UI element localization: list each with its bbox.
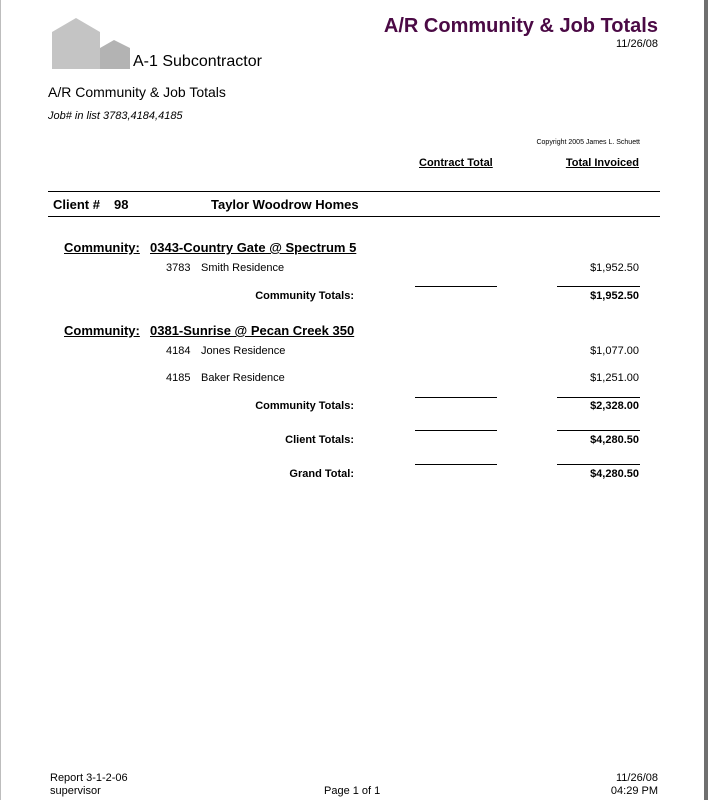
community-label: Community: [64,240,140,255]
contract-subtotal-rule [415,397,497,398]
community-label: Community: [64,323,140,338]
community-name: 0381-Sunrise @ Pecan Creek 350 [150,323,355,338]
company-logo-icon [52,18,132,70]
report-title: A/R Community & Job Totals [383,15,658,37]
client-total-invoiced: $4,280.50 [590,434,639,446]
invoiced-grand-total-rule [557,464,640,465]
client-name: Taylor Woodrow Homes [211,197,359,212]
job-number: 3783 [166,262,191,274]
contract-grand-total-rule [415,464,497,465]
client-number: 98 [114,197,129,212]
community-total-invoiced: $1,952.50 [590,290,639,302]
grand-total-invoiced: $4,280.50 [590,468,639,480]
job-number: 4184 [166,345,191,357]
job-name: Smith Residence [201,262,285,274]
footer-date: 11/26/08 [615,772,658,784]
job-name: Jones Residence [201,345,286,357]
job-total-invoiced: $1,952.50 [590,262,639,274]
report-date: 11/26/08 [615,38,658,50]
footer-time: 04:29 PM [610,785,658,797]
column-header-total-invoiced: Total Invoiced [565,157,639,169]
report-subtitle: A/R Community & Job Totals [48,84,226,100]
page-right-edge [704,0,708,800]
copyright-notice: Copyright 2005 James L. Schuett [536,139,640,146]
job-total-invoiced: $1,251.00 [590,372,639,384]
page-left-edge [0,0,1,800]
footer-user: supervisor [50,785,101,797]
contract-client-total-rule [415,430,497,431]
community-total-invoiced: $2,328.00 [590,400,639,412]
footer-report-id: Report 3-1-2-06 [50,772,128,784]
client-band-bottom-rule [48,216,660,217]
community-totals-label: Community Totals: [255,290,354,302]
column-header-contract-total: Contract Total [419,157,493,169]
job-number: 4185 [166,372,191,384]
contract-subtotal-rule [415,286,497,287]
client-number-label: Client # [53,197,100,212]
client-band-top-rule [48,191,660,192]
job-name: Baker Residence [201,372,285,384]
invoiced-client-total-rule [557,430,640,431]
client-totals-label: Client Totals: [285,434,354,446]
invoiced-subtotal-rule [557,286,640,287]
community-totals-label: Community Totals: [255,400,354,412]
job-total-invoiced: $1,077.00 [590,345,639,357]
grand-total-label: Grand Total: [289,468,354,480]
job-list-filter: Job# in list 3783,4184,4185 [48,110,183,122]
company-name: A-1 Subcontractor [133,53,262,70]
community-name: 0343-Country Gate @ Spectrum 5 [150,240,357,255]
footer-page-number: Page 1 of 1 [324,785,381,797]
invoiced-subtotal-rule [557,397,640,398]
